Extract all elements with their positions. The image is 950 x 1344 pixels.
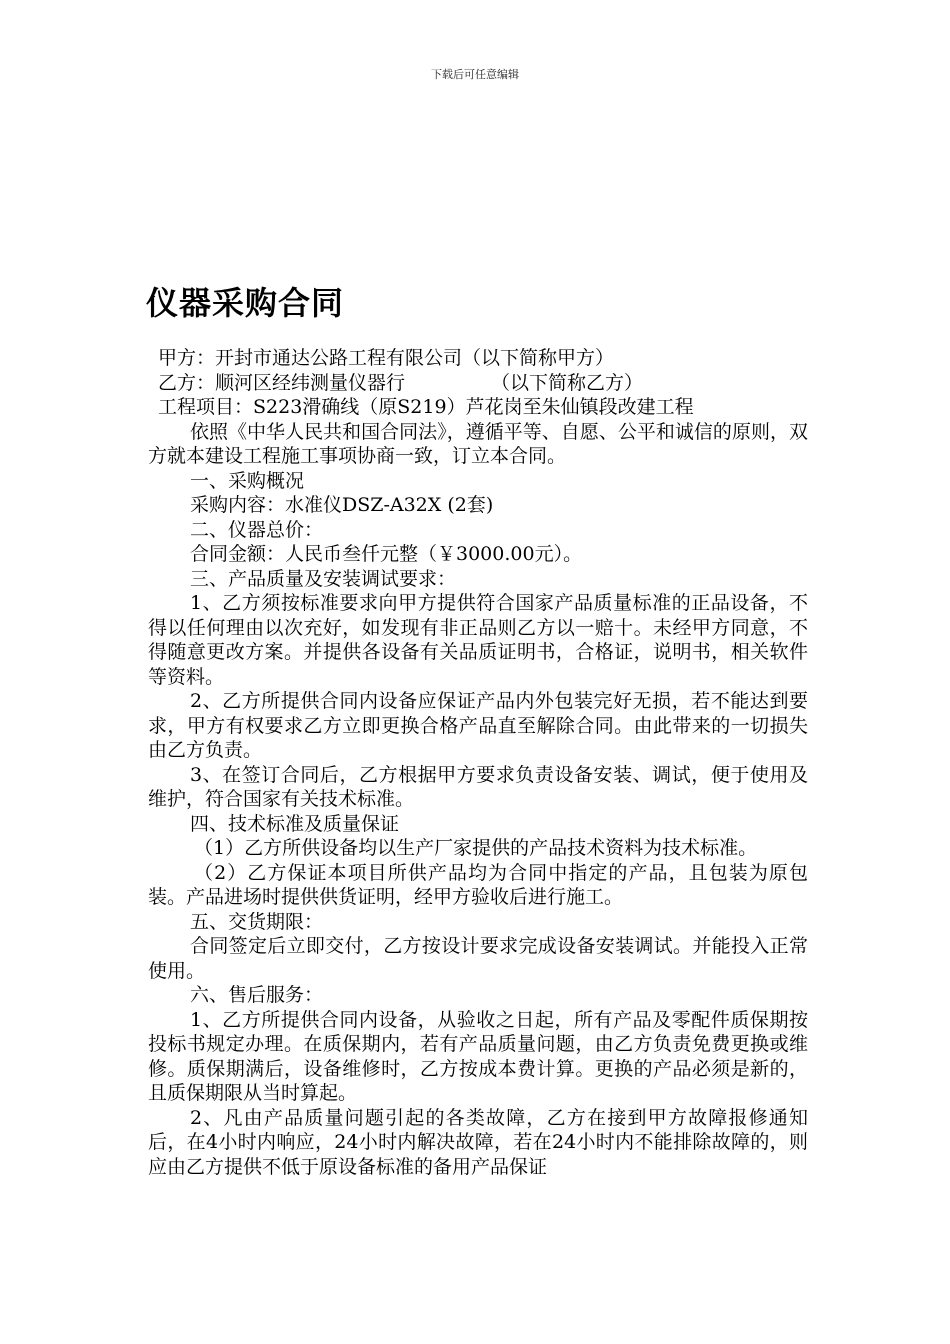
section-2-content: 合同金额：人民币叁仟元整（￥3000.00元）。	[190, 543, 583, 565]
section-4-heading: 四、技术标准及质量保证	[190, 812, 400, 835]
section-5-content: 合同签定后立即交付，乙方按设计要求完成设备安装调试。并能投入正常使用。	[148, 935, 808, 982]
section-4-item-2: （2）乙方保证本项目所供产品均为合同中指定的产品，且包装为原包装。产品进场时提供供货证明，经甲方验收后进行施工。	[148, 861, 808, 908]
party-b	[148, 371, 808, 396]
section-3-item-1: 1、乙方须按标准要求向甲方提供符合国家产品质量标准的正品设备，不得以任何理由以次充好，如发现有非正品则乙方以一赔十。未经甲方同意，不得随意更改方案。并提供各设备有关品质证明书，合格证，说明书，相关软件等资料。	[148, 592, 808, 688]
section-4-item-1: （1）乙方所供设备均以生产厂家提供的产品技术资料为技术标准。	[194, 837, 758, 859]
document-title: 仪器采购合同	[146, 284, 345, 322]
section-6-item-2: 2、凡由产品质量问题引起的各类故障，乙方在接到甲方故障报修通知后，在4小时内响应，24小时内解决故障，若在24小时内不能排除故障的，则应由乙方提供不低于原设备标准的备用产品保证	[148, 1106, 808, 1178]
contract-body	[148, 346, 808, 1179]
section-6-heading: 六、售后服务：	[190, 984, 324, 1006]
section-3-item-2: 2、乙方所提供合同内设备应保证产品内外包装完好无损，若不能达到要求，甲方有权要求乙方立即更换合格产品直至解除合同。由此带来的一切损失由乙方负责。	[148, 690, 808, 761]
section-1-content: 采购内容：水准仪DSZ-A32X (2套)	[190, 494, 494, 516]
section-3-heading: 三、产品质量及安装调试要求：	[190, 567, 457, 590]
party-b-name: 乙方：顺河区经纬测量仪器行	[158, 371, 406, 394]
header-note: 下载后可任意编辑	[431, 68, 519, 81]
project-line: 工程项目：S223滑确线（原S219）芦花岗至朱仙镇段改建工程	[158, 396, 694, 418]
section-5-heading: 五、交货期限：	[190, 910, 324, 933]
section-1-heading: 一、采购概况	[190, 469, 305, 492]
section-2-heading: 二、仪器总价：	[190, 518, 324, 541]
preamble: 依照《中华人民共和国合同法》，遵循平等、自愿、公平和诚信的原则，双方就本建设工程施工事项协商一致，订立本合同。	[148, 420, 808, 467]
section-6-item-1: 1、乙方所提供合同内设备，从验收之日起，所有产品及零配件质保期按投标书规定办理。在质保期内，若有产品质量问题，由乙方负责免费更换或维修。质保期满后，设备维修时，乙方按成本费计算。更换的产品必须是新的，且质保期限从当时算起。	[148, 1008, 808, 1104]
section-3-item-3: 3、在签订合同后，乙方根据甲方要求负责设备安装、调试，便于使用及维护，符合国家有关技术标准。	[148, 763, 808, 810]
party-a: 甲方：开封市通达公路工程有限公司（以下简称甲方）	[158, 347, 615, 369]
party-b-note: （以下简称乙方）	[491, 371, 644, 394]
